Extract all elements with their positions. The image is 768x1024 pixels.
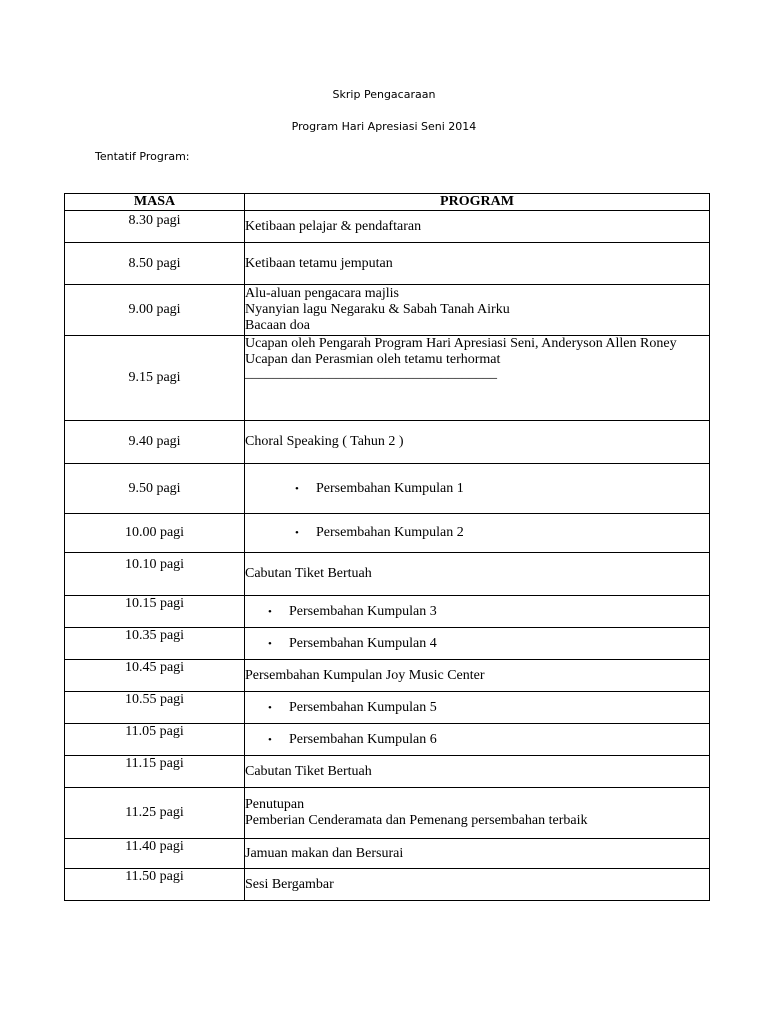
signature-blank-line: ____________________________________ bbox=[245, 366, 497, 381]
program-cell bbox=[245, 724, 710, 756]
bullet-icon: • bbox=[295, 482, 299, 495]
program-line: Persembahan Kumpulan 5 bbox=[289, 699, 437, 715]
time-cell: 11.40 pagi bbox=[65, 839, 245, 869]
bullet-item bbox=[245, 636, 709, 652]
time-cell: 10.35 pagi bbox=[65, 628, 245, 660]
table-row bbox=[65, 553, 710, 596]
program-line: Sesi Bergambar bbox=[245, 876, 334, 892]
time-cell: 10.15 pagi bbox=[65, 596, 245, 628]
program-cell bbox=[245, 421, 710, 464]
bullet-icon: • bbox=[295, 527, 299, 539]
bullet-icon: • bbox=[268, 701, 272, 714]
program-cell bbox=[245, 243, 710, 285]
bullet-item bbox=[245, 525, 709, 541]
time-cell: 9.50 pagi bbox=[65, 464, 245, 514]
program-cell bbox=[245, 692, 710, 724]
program-cell bbox=[245, 628, 710, 660]
table-row bbox=[65, 421, 710, 464]
time-cell: 10.45 pagi bbox=[65, 660, 245, 692]
bullet-icon: • bbox=[268, 605, 272, 618]
program-line: Persembahan Kumpulan 3 bbox=[289, 603, 437, 619]
program-line: Ketibaan pelajar & pendaftaran bbox=[245, 218, 422, 234]
time-cell: 8.50 pagi bbox=[65, 243, 245, 285]
table-row bbox=[65, 514, 710, 553]
program-line: Alu-aluan pengacara majlis bbox=[245, 286, 399, 301]
program-line: Cabutan Tiket Bertuah bbox=[245, 566, 372, 581]
table-row bbox=[65, 756, 710, 788]
bullet-item bbox=[245, 700, 709, 716]
table-row bbox=[65, 464, 710, 514]
program-cell bbox=[245, 660, 710, 692]
program-line: Penutupan bbox=[245, 797, 305, 812]
table-header-row bbox=[65, 194, 710, 211]
document-title: Skrip Pengacaraan bbox=[332, 88, 436, 101]
program-cell bbox=[245, 336, 710, 421]
program-line: Ucapan oleh Pengarah Program Hari Apresiasi Seni, Anderyson Allen Roney bbox=[245, 336, 677, 351]
document-subtitle: Program Hari Apresiasi Seni 2014 bbox=[291, 120, 477, 133]
program-cell bbox=[245, 596, 710, 628]
program-cell bbox=[245, 464, 710, 514]
program-cell bbox=[245, 788, 710, 839]
program-line: Nyanyian lagu Negaraku & Sabah Tanah Airku bbox=[245, 302, 510, 317]
time-cell: 9.15 pagi bbox=[65, 336, 245, 421]
time-cell: 10.55 pagi bbox=[65, 692, 245, 724]
program-line: Pemberian Cenderamata dan Pemenang persembahan terbaik bbox=[245, 813, 588, 828]
table-row bbox=[65, 788, 710, 839]
bullet-item bbox=[245, 604, 709, 620]
table-row bbox=[65, 211, 710, 243]
table-row bbox=[65, 869, 710, 901]
bullet-icon: • bbox=[268, 733, 272, 746]
program-line: Persembahan Kumpulan Joy Music Center bbox=[245, 667, 485, 683]
time-cell: 11.25 pagi bbox=[65, 788, 245, 839]
time-cell: 9.00 pagi bbox=[65, 285, 245, 336]
program-line: Choral Speaking ( Tahun 2 ) bbox=[245, 434, 404, 449]
table-row bbox=[65, 724, 710, 756]
program-cell bbox=[245, 839, 710, 869]
program-cell bbox=[245, 756, 710, 788]
program-cell bbox=[245, 869, 710, 901]
table-row bbox=[65, 628, 710, 660]
program-line: Ketibaan tetamu jemputan bbox=[245, 255, 393, 271]
program-line: Persembahan Kumpulan 6 bbox=[289, 731, 437, 747]
program-line: Cabutan Tiket Bertuah bbox=[245, 763, 372, 779]
table-row bbox=[65, 660, 710, 692]
tentatif-label: Tentatif Program: bbox=[95, 150, 190, 163]
header-program: PROGRAM bbox=[245, 194, 710, 211]
program-line: Persembahan Kumpulan 1 bbox=[316, 480, 464, 496]
program-line: Persembahan Kumpulan 2 bbox=[316, 525, 464, 540]
table-row bbox=[65, 336, 710, 421]
program-line: Ucapan dan Perasmian oleh tetamu terhormat bbox=[245, 352, 501, 367]
program-cell bbox=[245, 211, 710, 243]
bullet-item bbox=[245, 481, 709, 497]
program-line: Persembahan Kumpulan 4 bbox=[289, 635, 437, 651]
table-row bbox=[65, 692, 710, 724]
time-cell: 10.00 pagi bbox=[65, 514, 245, 553]
time-cell: 10.10 pagi bbox=[65, 553, 245, 596]
bullet-item bbox=[245, 732, 709, 748]
table-row bbox=[65, 243, 710, 285]
program-line: Bacaan doa bbox=[245, 318, 310, 333]
bullet-icon: • bbox=[268, 637, 272, 650]
time-cell: 8.30 pagi bbox=[65, 211, 245, 243]
program-cell bbox=[245, 285, 710, 336]
time-cell: 9.40 pagi bbox=[65, 421, 245, 464]
program-cell bbox=[245, 553, 710, 596]
table-row bbox=[65, 285, 710, 336]
table-row bbox=[65, 839, 710, 869]
time-cell: 11.15 pagi bbox=[65, 756, 245, 788]
header-masa: MASA bbox=[65, 194, 245, 211]
schedule-table bbox=[64, 193, 710, 901]
program-line: Jamuan makan dan Bersurai bbox=[245, 845, 404, 861]
time-cell: 11.05 pagi bbox=[65, 724, 245, 756]
time-cell: 11.50 pagi bbox=[65, 869, 245, 901]
program-cell bbox=[245, 514, 710, 553]
table-row bbox=[65, 596, 710, 628]
